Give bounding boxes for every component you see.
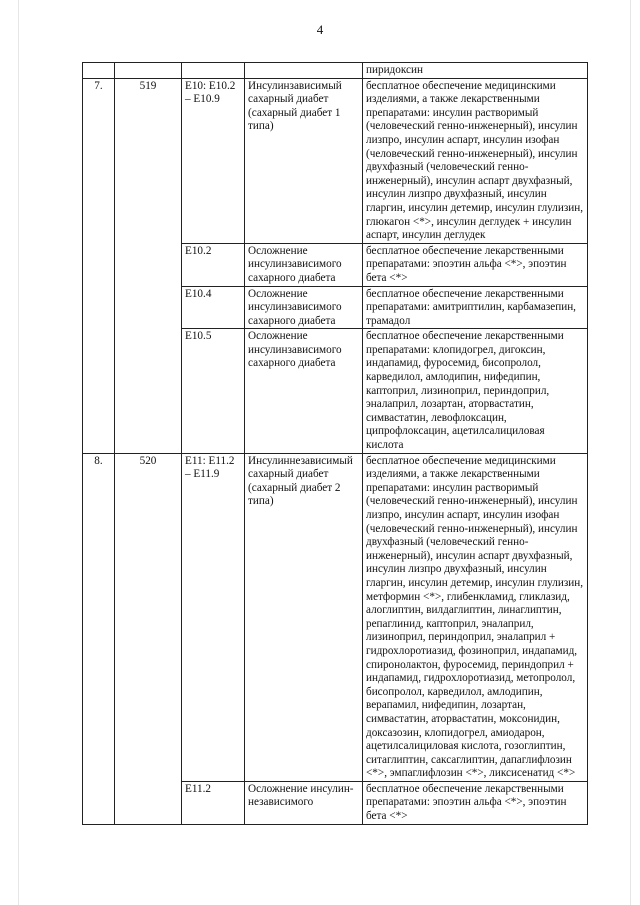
- row-number-cell: 8.: [83, 453, 115, 824]
- table-row: [83, 78, 588, 243]
- medications-table: [82, 62, 588, 825]
- treatment-cell: бесплатное обеспечение лекарственными препаратами: эпоэтин альфа <*>, эпоэтин бета <*>: [363, 781, 588, 824]
- mkb-cell: [182, 63, 245, 79]
- table-row: [83, 63, 588, 79]
- page-number: 4: [316, 22, 324, 37]
- disease-cell: [245, 63, 363, 79]
- disease-cell: Инсулиннезависимый сахарный диабет (сахарный диабет 2 типа): [245, 453, 363, 781]
- scan-edge-right: [630, 0, 631, 905]
- code-cell: 520: [115, 453, 182, 824]
- mkb-cell: E10.4: [182, 286, 245, 329]
- mkb-cell: E11.2: [182, 781, 245, 824]
- disease-cell: Осложнение инсулинзависимого сахарного диабета: [245, 243, 363, 286]
- mkb-cell: E10: E10.2 – E10.9: [182, 78, 245, 243]
- treatment-cell: бесплатное обеспечение лекарственными препаратами: амитриптилин, карбамазепин, трамадол: [363, 286, 588, 329]
- code-cell: [115, 63, 182, 79]
- disease-cell: Инсулинзависимый сахарный диабет (сахарный диабет 1 типа): [245, 78, 363, 243]
- disease-cell: Осложнение инсулин-независимого: [245, 781, 363, 824]
- treatment-cell: бесплатное обеспечение медицинскими изделиями, а также лекарственными препаратами: инсулин растворимый (человеческий генно-инженерный), инсулин лизпро, инсулин аспарт, инсулин изофан (человеческий генно-инженерный), инсулин двухфазный (человеческий генно-инженерный), инсулин аспарт двухфазный, инсулин лизпро двухфазный, инсулин гларгин, инсулин детемир, инсулин глулизин, глюкагон <*>, инсулин деглудек + инсулин аспарт, инсулин деглудек: [363, 78, 588, 243]
- mkb-cell: E11: E11.2 – E11.9: [182, 453, 245, 781]
- treatment-cell: пиридоксин: [363, 63, 588, 79]
- treatment-cell: бесплатное обеспечение лекарственными препаратами: клопидогрел, дигоксин, индапамид, фуросемид, бисопролол, карведилол, амлодипин, нифедипин, каптоприл, лизиноприл, периндоприл, эналаприл, лозартан, аторвастатин, симвастатин, левофлоксацин, ципрофлоксацин, ацетилсалициловая кислота: [363, 329, 588, 453]
- code-cell: 519: [115, 78, 182, 453]
- treatment-cell: бесплатное обеспечение медицинскими изделиями, а также лекарственными препаратами: инсулин растворимый (человеческий генно-инженерный), инсулин лизпро, инсулин аспарт, инсулин изофан (человеческий генно-инженерный), инсулин двухфазный (человеческий генно-инженерный), инсулин аспарт двухфазный, инсулин лизпро двухфазный, инсулин гларгин, инсулин детемир, инсулин глулизин, метформин <*>, глибенкламид, гликлазид, алоглиптин, вилдаглиптин, линаглиптин, репаглинид, каптоприл, эналаприл, лизиноприл, периндоприл, эналаприл + гидрохлоротиазид, фозиноприл, индапамид, спиронолактон, фуросемид, периндоприл + индапамид, гидрохлоротиазид, метопролол, бисопролол, карведилол, амлодипин, верапамил, нифедипин, лозартан, симвастатин, аторвастатин, моксонидин, доксазозин, клопидогрел, амиодарон, ацетилсалициловая кислота, гозоглиптин, ситаглиптин, саксаглиптин, дапаглифлозин <*>, эмпаглифлозин <*>, ликсисенатид <*>: [363, 453, 588, 781]
- mkb-cell: E10.5: [182, 329, 245, 453]
- treatment-cell: бесплатное обеспечение лекарственными препаратами: эпоэтин альфа <*>, эпоэтин бета <*>: [363, 243, 588, 286]
- disease-cell: Осложнение инсулинзависимого сахарного диабета: [245, 329, 363, 453]
- mkb-cell: E10.2: [182, 243, 245, 286]
- scan-edge-left: [18, 0, 19, 905]
- disease-cell: Осложнение инсулинзависимого сахарного диабета: [245, 286, 363, 329]
- row-number-cell: [83, 63, 115, 79]
- table-row: [83, 453, 588, 781]
- row-number-cell: 7.: [83, 78, 115, 453]
